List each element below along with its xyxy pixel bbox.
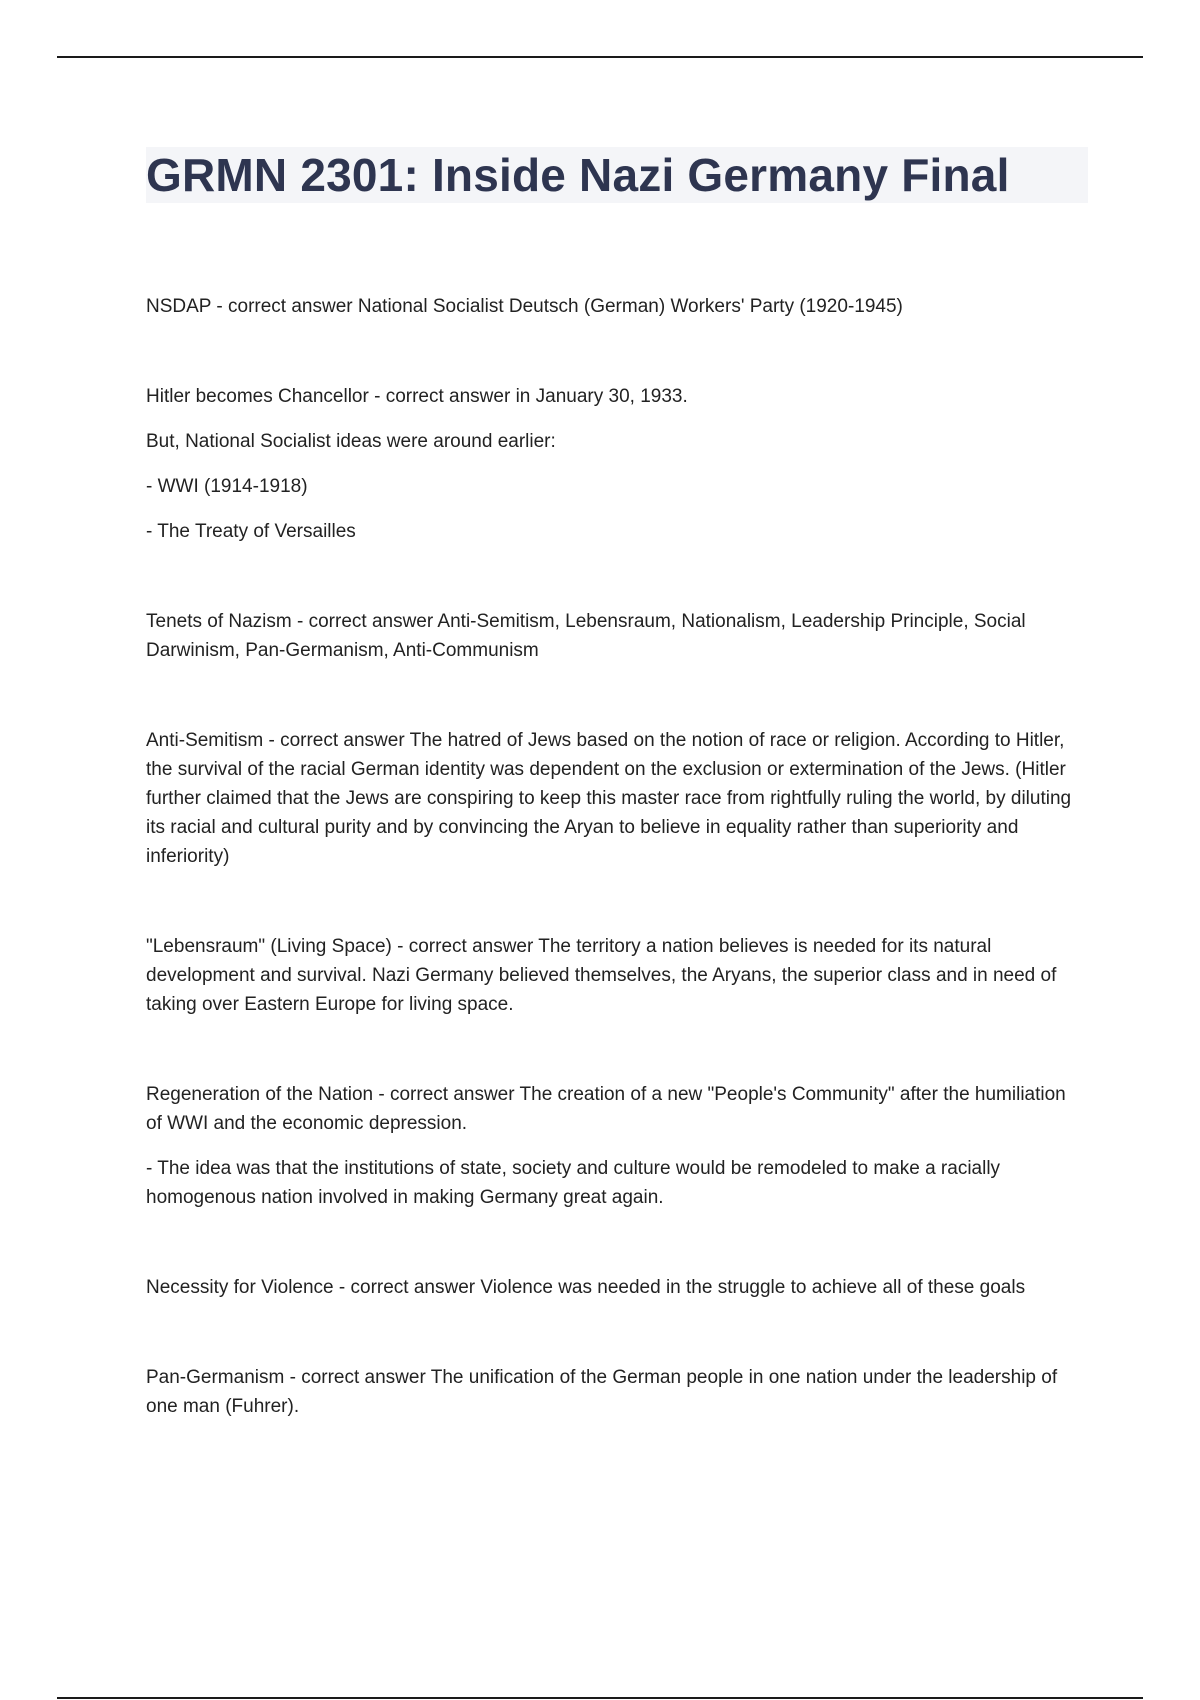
card-text: NSDAP - correct answer National Socialist Deutsch (German) Workers' Party (1920-1945)	[146, 296, 903, 317]
card-text: "Lebensraum" (Living Space) - correct answer The territory a nation believes is needed for its natural development and survival. Nazi Germany believed themselves, the Aryans, the superior class and in need of taking over Eastern Europe for living space.	[146, 936, 1057, 1015]
bottom-rule	[57, 1697, 1143, 1699]
flashcard-regeneration	[146, 1080, 1086, 1212]
flashcard-nsdap	[146, 292, 1086, 321]
card-text: Pan-Germanism - correct answer The unification of the German people in one nation under the leadership of one man (Fuhrer).	[146, 1367, 1058, 1417]
flashcard-violence	[146, 1273, 1086, 1302]
card-text: - The idea was that the institutions of state, society and culture would be remodeled to make a racially homogenous nation involved in making Germany great again.	[146, 1158, 1001, 1208]
flashcard-list	[146, 292, 1086, 1482]
flashcard-anti-semitism	[146, 726, 1086, 871]
flashcard-pan-germanism	[146, 1363, 1086, 1421]
card-text: Anti-Semitism - correct answer The hatred of Jews based on the notion of race or religion. According to Hitler, the survival of the racial German identity was dependent on the exclusion or extermination of the Jews. (Hitler further claimed that the Jews are conspiring to keep this master race from rightfully ruling the world, by diluting its racial and cultural purity and by convincing the Aryan to believe in equality rather than superiority and inferiority)	[146, 730, 1072, 867]
card-text: Regeneration of the Nation - correct answer The creation of a new "People's Community" after the humiliation of WWI and the economic depression.	[146, 1084, 1066, 1134]
card-text: - WWI (1914-1918)	[146, 476, 308, 497]
card-text: But, National Socialist ideas were around earlier:	[146, 431, 556, 452]
page-title: GRMN 2301: Inside Nazi Germany Final	[146, 149, 1010, 201]
flashcard-hitler-chancellor	[146, 382, 1086, 546]
card-text: Hitler becomes Chancellor - correct answer in January 30, 1933.	[146, 386, 688, 407]
card-text: Necessity for Violence - correct answer Violence was needed in the struggle to achieve all of these goals	[146, 1277, 1026, 1298]
flashcard-tenets	[146, 607, 1086, 665]
card-text: - The Treaty of Versailles	[146, 521, 356, 542]
card-text: Tenets of Nazism - correct answer Anti-Semitism, Lebensraum, Nationalism, Leadership Principle, Social Darwinism, Pan-Germanism, Anti-Communism	[146, 611, 1026, 661]
title-banner	[146, 147, 1088, 203]
flashcard-lebensraum	[146, 932, 1086, 1019]
top-rule	[57, 56, 1143, 58]
